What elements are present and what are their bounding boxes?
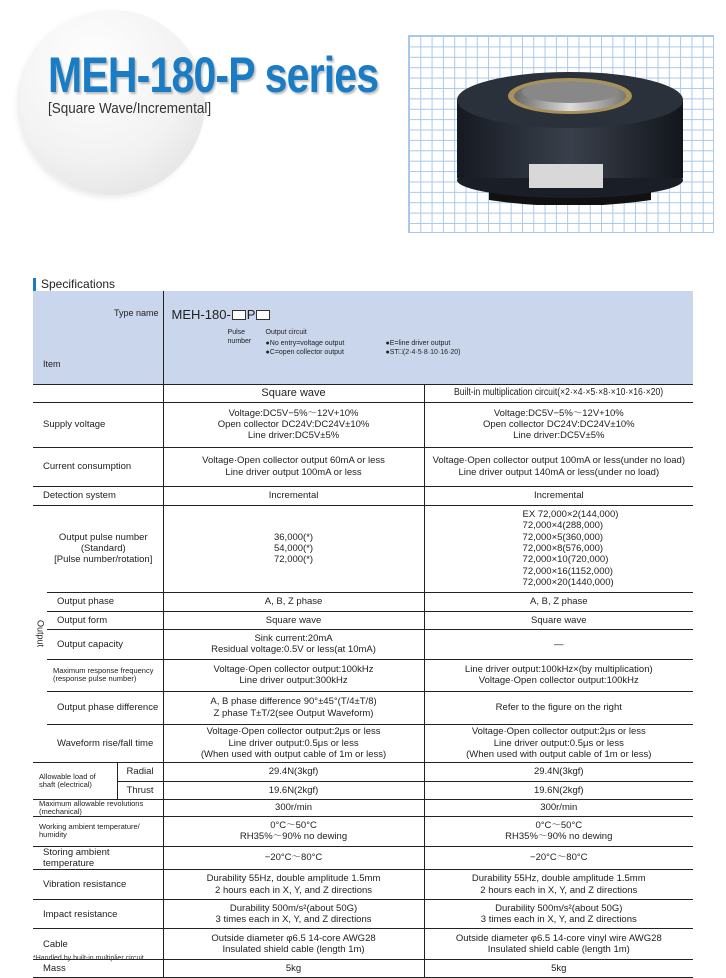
- square-wave-value: Outside diameter φ6.5 14-core AWG28 Insulated shield cable (length 1m): [163, 929, 424, 960]
- column-multiplication-cell: [424, 384, 693, 402]
- row-label: Waveform rise/fall time: [47, 724, 163, 762]
- row-label: Maximum allowable revolutions (mechanical): [33, 799, 163, 816]
- square-wave-value: A, B, Z phase: [163, 592, 424, 611]
- footnote: *Handled by built-in multiplier circuit: [33, 955, 144, 962]
- square-wave-value: A, B phase difference 90°±45°(T/4±T/8) Z phase T±T/2(see Output Waveform): [163, 691, 424, 724]
- square-wave-value: −20°C〜80°C: [163, 846, 424, 870]
- multiplication-value: Voltage:DC5V−5%〜12V+10% Open collector DC24V:DC24V±10% Line driver:DC5V±5%: [424, 402, 693, 447]
- spec-row: [33, 900, 693, 929]
- spec-row: [33, 592, 693, 611]
- row-label: Output capacity: [47, 629, 163, 659]
- spec-row: [33, 659, 693, 691]
- row-label: Output form: [47, 611, 163, 629]
- row-sublabel: Thrust: [117, 781, 163, 799]
- multiplication-value: Voltage·Open collector output 100mA or less(under no load) Line driver output 140mA or less(under no load): [424, 447, 693, 486]
- multiplication-value: 19.6N(2kgf): [424, 781, 693, 799]
- multiplication-value: Incremental: [424, 486, 693, 505]
- row-label: Storing ambient temperature: [33, 846, 163, 870]
- square-wave-value: 5kg: [163, 960, 424, 978]
- spec-row: [33, 691, 693, 724]
- row-label: Impact resistance: [33, 900, 163, 929]
- blank-header-cell: [33, 384, 163, 402]
- row-label: Supply voltage: [33, 402, 163, 447]
- encoder-image: [457, 72, 683, 205]
- row-label: Current consumption: [33, 447, 163, 486]
- column-header-row: [33, 384, 693, 402]
- output-options-right: ●E=line driver output ●ST□(2·4·5·8·10·16·20): [385, 340, 461, 356]
- multiplication-value: Voltage·Open collector output:2μs or less Line driver output:0.5μs or less (When used with output cable of 1m or less): [424, 724, 693, 762]
- row-label: Mass: [33, 960, 163, 978]
- table-header-row: [33, 291, 693, 384]
- allowable-load-label: Allowable load of shaft (electrical): [33, 762, 117, 799]
- spec-row: [33, 505, 693, 592]
- square-wave-value: 36,000(*) 54,000(*) 72,000(*): [163, 505, 424, 592]
- square-wave-value: Durability 500m/s²(about 50G) 3 times each in X, Y, and Z directions: [163, 900, 424, 929]
- type-name-cell: [163, 291, 693, 384]
- multiplication-value: A, B, Z phase: [424, 592, 693, 611]
- page-title: MEH-180-P series: [48, 47, 379, 103]
- column-multiplication: Built-in multiplication circuit(×2·×4·×5·×8·×10·×16·×20): [454, 387, 664, 399]
- square-wave-value: Square wave: [163, 611, 424, 629]
- multiplication-value: 0°C〜50°C RH35%〜90% no dewing: [424, 816, 693, 846]
- item-label: Item: [43, 358, 61, 369]
- multiplication-value: EX 72,000×2(144,000) 72,000×4(288,000) 72,000×5(360,000) 72,000×8(576,000) 72,000×10(720,000) 72,000×16(1152,000) 72,000×20(1440,000): [424, 505, 693, 592]
- spec-row: [33, 870, 693, 900]
- pulse-number-legend: Pulse number: [227, 329, 252, 345]
- spec-row: [33, 724, 693, 762]
- row-label: Detection system: [33, 486, 163, 505]
- spec-row: [33, 799, 693, 816]
- square-wave-value: 300r/min: [163, 799, 424, 816]
- model-code-prefix: MEH-180-: [171, 307, 231, 323]
- section-marker: [33, 278, 36, 291]
- square-wave-value: Voltage·Open collector output:2μs or less Line driver output:0.5μs or less (When used with output cable of 1m or less): [163, 724, 424, 762]
- square-wave-value: Voltage:DC5V−5%〜12V+10% Open collector DC24V:DC24V±10% Line driver:DC5V±5%: [163, 402, 424, 447]
- page-subtitle: [Square Wave/Incremental]: [48, 100, 212, 117]
- square-wave-value: Durability 55Hz, double amplitude 1.5mm 2 hours each in X, Y, and Z directions: [163, 870, 424, 900]
- multiplication-value: 300r/min: [424, 799, 693, 816]
- product-photo: [408, 35, 714, 233]
- multiplication-value: Durability 500m/s²(about 50G) 3 times each in X, Y, and Z directions: [424, 900, 693, 929]
- multiplication-value: −20°C〜80°C: [424, 846, 693, 870]
- square-wave-value: Voltage·Open collector output 60mA or less Line driver output 100mA or less: [163, 447, 424, 486]
- spec-row: [33, 781, 693, 799]
- section-heading: [33, 277, 115, 291]
- model-code-mid: P: [246, 307, 256, 323]
- spec-row: [33, 762, 693, 781]
- spec-row: [33, 629, 693, 659]
- output-options-left: ●No entry=voltage output ●C=open collector output: [265, 340, 345, 356]
- output-group-label: Output: [33, 505, 47, 762]
- specifications-table: [33, 291, 693, 978]
- spec-row: [33, 960, 693, 978]
- row-label: Cable: [33, 929, 163, 960]
- square-wave-value: Sink current:20mA Residual voltage:0.5V or less(at 10mA): [163, 629, 424, 659]
- multiplication-value: Square wave: [424, 611, 693, 629]
- output-circuit-legend: Output circuit: [265, 329, 307, 337]
- multiplication-value: 29.4N(3kgf): [424, 762, 693, 781]
- model-code: [172, 308, 272, 321]
- section-title: Specifications: [41, 277, 116, 291]
- square-wave-value: 0°C〜50°C RH35%〜90% no dewing: [163, 816, 424, 846]
- square-wave-value: 29.4N(3kgf): [163, 762, 424, 781]
- row-label: Output phase difference: [47, 691, 163, 724]
- output-circuit-box: [256, 310, 270, 320]
- row-label: Vibration resistance: [33, 870, 163, 900]
- item-header-cell: [33, 291, 163, 384]
- multiplication-value: —: [424, 629, 693, 659]
- row-label: Maximum response frequency (response pulse number): [47, 659, 163, 691]
- multiplication-value: 5kg: [424, 960, 693, 978]
- row-label: Output phase: [47, 592, 163, 611]
- spec-row: [33, 816, 693, 846]
- multiplication-value: Outside diameter φ6.5 14-core vinyl wire AWG28 Insulated shield cable (length 1m): [424, 929, 693, 960]
- row-sublabel: Radial: [117, 762, 163, 781]
- spec-row: [33, 611, 693, 629]
- spec-row: [33, 447, 693, 486]
- spec-row: [33, 486, 693, 505]
- type-name-label: Type name: [114, 308, 159, 319]
- row-label: Working ambient temperature/ humidity: [33, 816, 163, 846]
- square-wave-value: Voltage·Open collector output:100kHz Line driver output:300kHz: [163, 659, 424, 691]
- column-square-wave: Square wave: [163, 384, 424, 402]
- pulse-number-box: [232, 310, 246, 320]
- spec-row: [33, 402, 693, 447]
- square-wave-value: Incremental: [163, 486, 424, 505]
- multiplication-value: Line driver output:100kHz×(by multiplication) Voltage·Open collector output:100kHz: [424, 659, 693, 691]
- spec-row: [33, 846, 693, 870]
- row-label: Output pulse number (Standard) [Pulse number/rotation]: [47, 505, 163, 592]
- multiplication-value: Refer to the figure on the right: [424, 691, 693, 724]
- square-wave-value: 19.6N(2kgf): [163, 781, 424, 799]
- multiplication-value: Durability 55Hz, double amplitude 1.5mm 2 hours each in X, Y, and Z directions: [424, 870, 693, 900]
